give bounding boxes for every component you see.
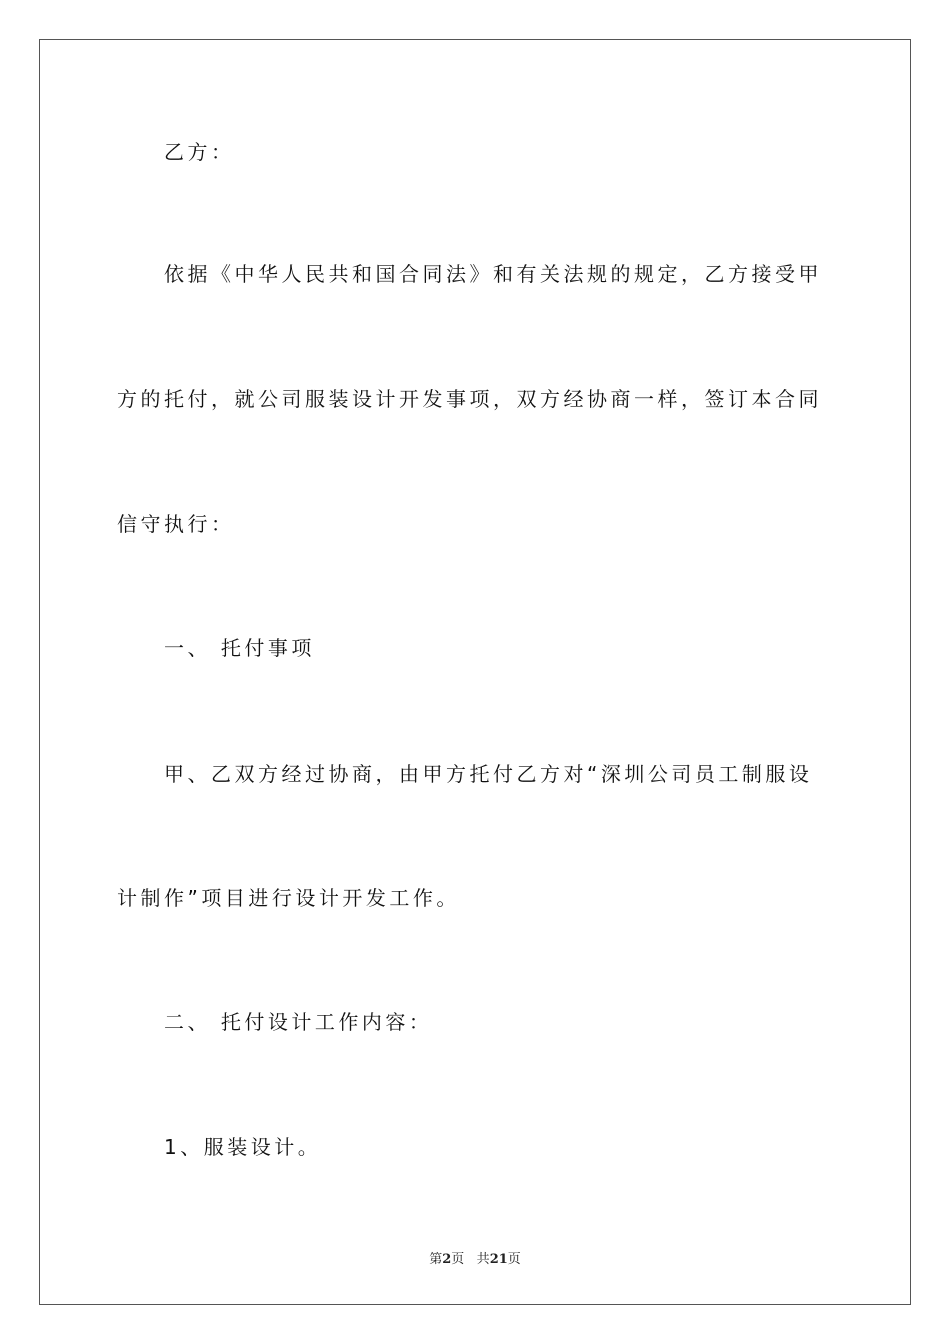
section-2-item-1: 1、服装设计。: [164, 1135, 322, 1159]
page-number: 2: [442, 1252, 452, 1267]
intro-paragraph-line-2: 方的托付，就公司服装设计开发事项，双方经协商一样，签订本合同: [117, 387, 822, 411]
section-1-paragraph-line-1: 甲、乙双方经过协商，由甲方托付乙方对“深圳公司员工制服设: [164, 762, 813, 786]
intro-paragraph-line-3: 信守执行：: [117, 512, 235, 536]
page-frame: [39, 39, 911, 1305]
page-prefix: 第: [429, 1252, 443, 1267]
intro-paragraph-line-1: 依据《中华人民共和国合同法》和有关法规的规定，乙方接受甲: [164, 262, 822, 286]
section-2-heading: 二、 托付设计工作内容：: [164, 1010, 433, 1034]
total-pages: 21: [489, 1252, 508, 1267]
total-suffix: 页: [507, 1252, 521, 1267]
page-suffix: 页: [451, 1252, 465, 1267]
total-prefix: 共: [476, 1252, 490, 1267]
party-b-label: 乙方：: [164, 140, 235, 164]
section-1-heading: 一、 托付事项: [164, 636, 315, 660]
page-footer: [0, 1248, 950, 1267]
section-1-paragraph-line-2: 计制作”项目进行设计开发工作。: [117, 886, 460, 910]
